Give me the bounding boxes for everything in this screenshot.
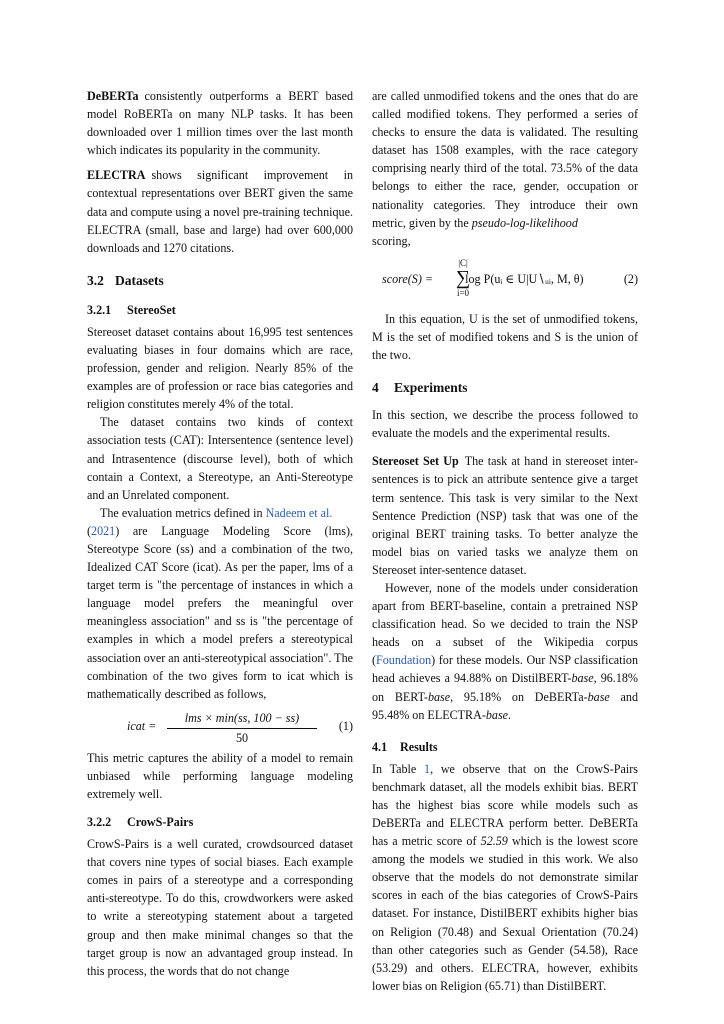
base-model-name: base bbox=[485, 707, 509, 722]
right-column bbox=[372, 87, 638, 995]
text-run: , we observe that on the CrowS-Pairs benchmark dataset, all the models exhibit bias. BERT has the highest bias score while models such as DeBERTa and ELECTRA perform better. DeBERTa has a metric score of bbox=[372, 761, 638, 849]
section-title: Experiments bbox=[394, 380, 468, 396]
section-4-heading bbox=[372, 378, 638, 398]
text-run: ) are Language Modeling Score (lms), Stereotype Score (ss) and a combination of the two, Idealized CAT Score (icat). As per the paper, lms of a target term is "the percentage of instances in which a language model prefers the meaningful over meaningless association" and ss is "the percentage of examples in which a model prefers a stereotypical association over an anti-stereotypical association". The combination of the two gives form to icat which is mathematically described as follows, bbox=[87, 523, 353, 701]
section-number: 3.2.2 bbox=[87, 815, 112, 830]
section-number: 3.2.1 bbox=[87, 302, 112, 317]
table-reference-link[interactable]: 1 bbox=[424, 761, 431, 776]
citation-link-foundation[interactable]: Foundation bbox=[376, 653, 432, 668]
equation-number: (1) bbox=[338, 718, 353, 733]
equation-lhs: icat = bbox=[127, 718, 157, 733]
setup-heading: Stereoset Set Up bbox=[372, 454, 459, 469]
evaluation-metrics-paragraph bbox=[87, 504, 353, 703]
crows-pairs-paragraph: CrowS-Pairs is a well curated, crowdsourced dataset that covers nine types of social biases. Each example comes in pairs of a stereotype and a corresponding anti-stereotype. To do this, crowdworkers were asked to write a stereotyping statement about a targeted group and then make minimal changes so that the target group is now an advantaged group instead. In this process, the words that do not change bbox=[87, 837, 353, 978]
deberta-paragraph bbox=[87, 87, 353, 159]
stereoset-setup-paragraph bbox=[372, 452, 638, 579]
sum-upper-limit: |C| bbox=[458, 257, 468, 268]
text-run: which is the lowest score among the models we studied in this work. We also observe that the models do not demonstrate similar scores in each of the bias categories of CrowS-Pairs dataset. For instance, DistilBERT exhibits higher bias on Religion (70.48) and Sexual Orientation (70.24) than other categories such as Gender (54.58), Race (53.29) and others. ELECTRA, however, exhibits lower bias on Religion (65.71) than DistilBERT. bbox=[372, 834, 639, 993]
text-run: In Table bbox=[372, 761, 425, 776]
text-run: . bbox=[508, 707, 512, 722]
sum-lower-limit: i=0 bbox=[456, 287, 470, 298]
equation-fraction bbox=[167, 709, 317, 747]
crows-continuation-paragraph bbox=[372, 87, 638, 250]
equation-lhs: score(S) = bbox=[382, 271, 434, 286]
section-title: Datasets bbox=[115, 272, 164, 288]
citation-link-year[interactable]: 2021 bbox=[91, 523, 116, 538]
text-run: , 95.18% on DeBERTa- bbox=[450, 689, 588, 704]
deberta-score: 52.59 bbox=[480, 834, 508, 849]
equation-numerator: lms × min(ss, 100 − ss) bbox=[167, 709, 317, 729]
section-number: 3.2 bbox=[87, 272, 104, 288]
section-3-2-2-heading bbox=[87, 813, 353, 831]
electra-heading: ELECTRA bbox=[87, 168, 146, 183]
text-run: The evaluation metrics defined in bbox=[100, 505, 266, 520]
text-run: ( bbox=[87, 523, 92, 538]
equation-body bbox=[382, 266, 584, 289]
text-run: , 96.18% on BERT- bbox=[372, 671, 638, 704]
deberta-text: consistently outperforms a BERT based model RoBERTa on many NLP tasks. It has been downloaded over 1 million times over the last month which indicates its popularity in the community. bbox=[87, 89, 353, 158]
section-number: 4.1 bbox=[372, 739, 388, 754]
metric-paragraph: This metric captures the ability of a model to remain unbiased while performing language modeling extremely well. bbox=[87, 750, 353, 801]
section-number: 4 bbox=[372, 380, 379, 396]
experiments-intro-paragraph: In this section, we describe the process followed to evaluate the models and the experimental results. bbox=[372, 408, 638, 441]
text-run: ) for these models. Our NSP classification head achieves a 94.88% on DistilBERT- bbox=[372, 653, 638, 686]
stereoset-paragraph-1: Stereoset dataset contains about 16,995 test sentences evaluating biases in four domains which are race, profession, gender and religion. Nearly 85% of the examples are of profession or race bias categories and religion constitutes merely 4% of the total. bbox=[87, 324, 353, 412]
equation-explanation-paragraph: In this equation, U is the set of unmodified tokens, M is the set of modified tokens and S is the union of the two. bbox=[372, 311, 638, 363]
nsp-training-paragraph bbox=[372, 579, 638, 724]
equation-rhs: log P(uᵢ ∈ U|U∖ᵤᵢ, M, θ) bbox=[465, 271, 584, 286]
text-run: are called unmodified tokens and the ones that do are called modified tokens. They performed a series of checks to ensure the data is validated. The resulting dataset has 1508 examples, with the race category comprising nearly third of the total. 73.5% of the data belongs to either the race, gender, occupation or nationality categories. They introduce their own metric, given by the bbox=[372, 89, 638, 230]
base-model-name: base bbox=[427, 689, 451, 704]
equation-denominator: 50 bbox=[235, 730, 249, 745]
section-4-1-heading bbox=[372, 738, 638, 756]
equation-icat bbox=[87, 709, 353, 743]
results-paragraph bbox=[372, 760, 638, 995]
text-run: scoring, bbox=[372, 233, 411, 248]
text-run: and 95.48% on ELECTRA- bbox=[372, 689, 638, 722]
emphasis-text: pseudo-log-likelihood bbox=[471, 215, 578, 230]
equation-number: (2) bbox=[623, 271, 638, 286]
stereoset-paragraph-2: The dataset contains two kinds of context association tests (CAT): Intersentence (sentence level) and Intrasentence (discourse level), both of which contain a Context, a Stereotype, an Anti-Stereotype and an Unrelated component. bbox=[87, 415, 353, 502]
sigma-glyph: ∑ bbox=[455, 266, 471, 289]
left-column bbox=[87, 87, 353, 980]
equation-score bbox=[372, 258, 638, 302]
deberta-heading: DeBERTa bbox=[87, 89, 139, 103]
section-title: CrowS-Pairs bbox=[127, 815, 194, 830]
electra-text: shows significant improvement in contextual representations over BERT given the same data and compute using a novel pre-training technique. ELECTRA (small, base and large) had over 600,000 downloads and 1270 citations. bbox=[87, 168, 353, 255]
section-3-2-1-heading bbox=[87, 301, 353, 319]
section-title: Results bbox=[400, 739, 438, 754]
section-title: StereoSet bbox=[127, 302, 176, 317]
base-model-name: base bbox=[571, 671, 594, 686]
summation-symbol bbox=[454, 258, 472, 298]
citation-link-nadeem[interactable]: Nadeem et al. bbox=[265, 505, 333, 520]
base-model-name: base bbox=[587, 689, 610, 704]
setup-text: The task at hand in stereoset inter-sentences is to pick an attribute sentence give a target term sentence. This task is very similar to the Next Sentence Prediction (NSP) task that was one of the original BERT training tasks. To better analyze the model bias on varied tasks we analyze them on Stereoset inter-sentence dataset. bbox=[372, 454, 638, 577]
section-3-2-heading bbox=[87, 271, 353, 291]
electra-paragraph bbox=[87, 166, 353, 256]
text-run: However, none of the models under consideration apart from BERT-baseline, contain a pretrained NSP classification head. So we decided to train the NSP heads on a subset of the Wikipedia corpus ( bbox=[372, 580, 638, 668]
